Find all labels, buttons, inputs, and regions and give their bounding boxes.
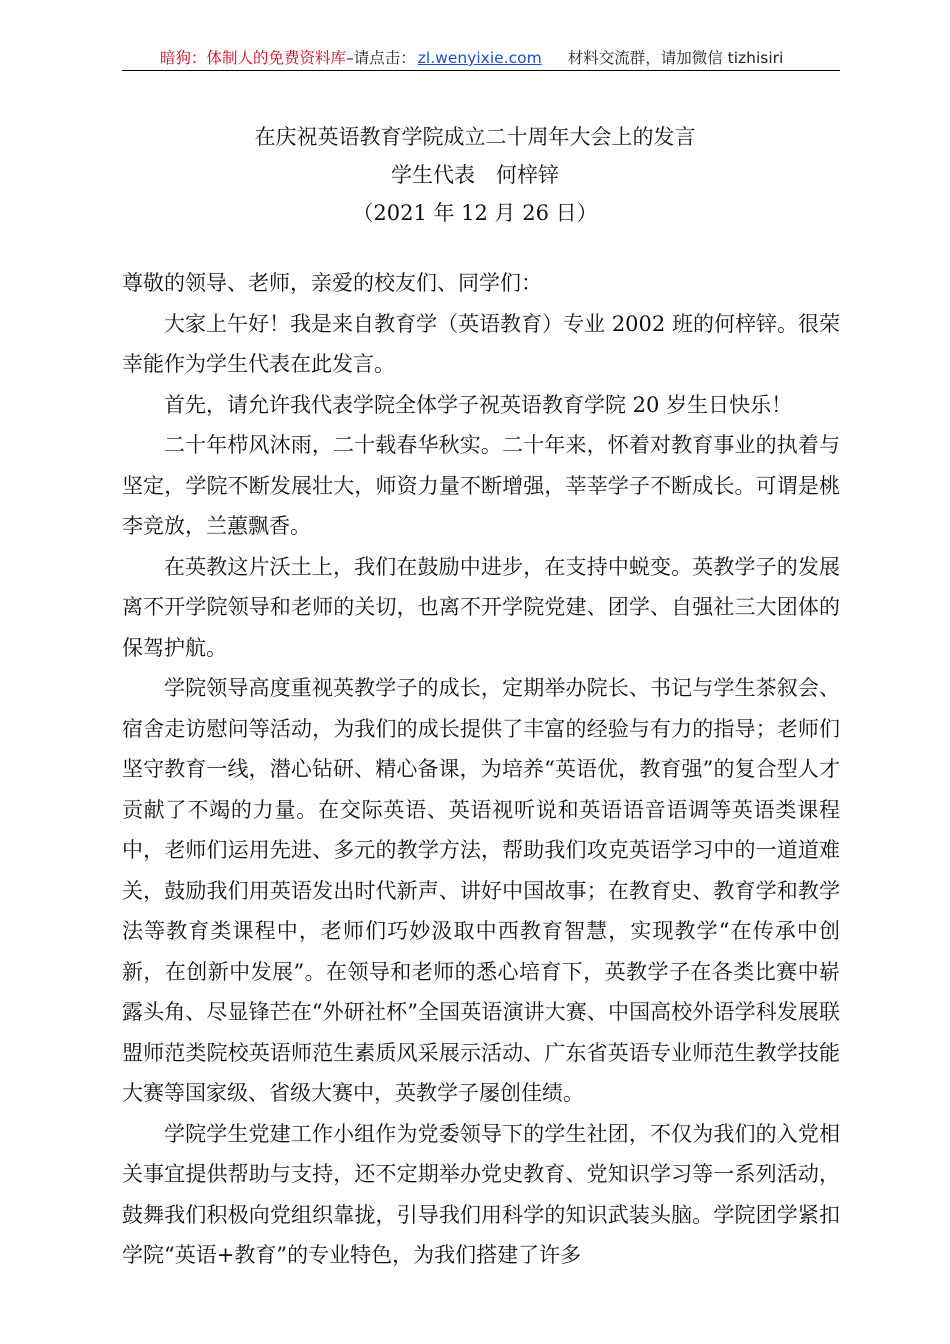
- promo-text: 暗狗：体制人的免费资料库: [160, 49, 347, 67]
- salutation: 尊敬的领导、老师，亲爱的校友们、同学们：: [122, 271, 542, 295]
- wechat-contact: 材料交流群，请加微信 tizhisiri: [567, 49, 784, 67]
- paragraph: 大家上午好！我是来自教育学（英语教育）专业 2002 班的何梓锌。很荣幸能作为学生代表在此发言。: [122, 311, 840, 376]
- document-title: 在庆祝英语教育学院成立二十周年大会上的发言: [254, 125, 696, 149]
- paragraph: 首先，请允许我代表学院全体学子祝英语教育学院 20 岁生日快乐！: [164, 392, 793, 417]
- paragraph: 学院领导高度重视英教学子的成长，定期举办院长、书记与学生茶叙会、宿舍走访慰问等活动，为我们的成长提供了丰富的经验与有力的指导；老师们坚守教育一线，潜心钻研、精心备课，为培养“英语优，教育强”的复合型人才贡献了不竭的力量。在交际英语、英语视听说和英语语音语调等英语类课程中，老师们运用先进、多元的教学方法，帮助我们攻克英语学习中的一道道难关，鼓励我们用英语发出时代新声、讲好中国故事；在教育史、教育学和教学法等教育类课程中，老师们巧妙汲取中西教育智慧，实现教学“在传承中创新，在创新中发展”。在领导和老师的悉心培育下，英教学子在各类比赛中崭露头角、尽显锋芒在“外研社杯”全国英语演讲大赛、中国高校外语学科发展联盟师范类院校英语师范生素质风采展示活动、广东省英语专业师范生教学技能大赛等国家级、省级大赛中，英教学子屡创佳绩。: [122, 676, 840, 1105]
- click-prompt: –请点击：: [346, 49, 416, 67]
- header-banner: [122, 46, 840, 71]
- paragraph: 学院学生党建工作小组作为党委领导下的学生社团，不仅为我们的入党相关事宜提供帮助与支持，还不定期举办党史教育、党知识学习等一系列活动，鼓舞我们积极向党组织靠拢，引导我们用科学的知识武装头脑。学院团学紧扣学院“英语+教育”的专业特色，为我们搭建了许多: [122, 1121, 840, 1267]
- speaker-line: 学生代表 何梓锌: [391, 163, 559, 187]
- paragraph: 二十年栉风沐雨，二十载春华秋实。二十年来，怀着对教育事业的执着与坚定，学院不断发展壮大，师资力量不断增强，莘莘学子不断成长。可谓是桃李竞放，兰蕙飘香。: [122, 433, 840, 538]
- speech-body: [122, 263, 840, 1276]
- date-line: （2021 年 12 月 26 日）: [352, 201, 598, 225]
- website-link[interactable]: zl.wenyixie.com: [417, 49, 542, 67]
- title-block: [0, 118, 950, 232]
- paragraph: 在英教这片沃土上，我们在鼓励中进步，在支持中蜕变。英教学子的发展离不开学院领导和老师的关切，也离不开学院党建、团学、自强社三大团体的保驾护航。: [122, 554, 840, 660]
